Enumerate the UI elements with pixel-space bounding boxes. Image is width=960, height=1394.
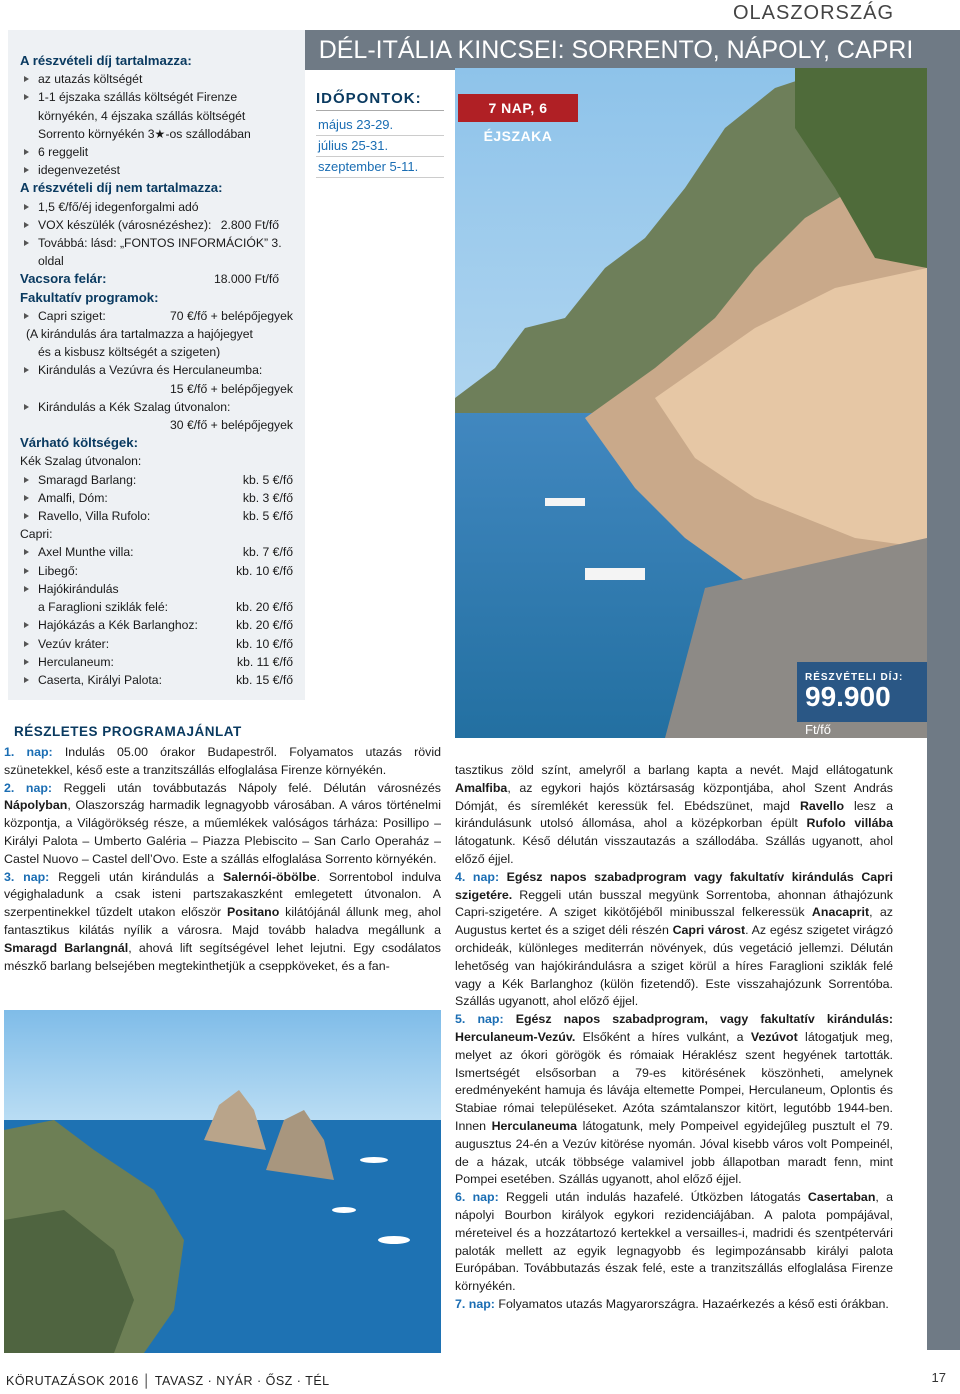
list-item-cont: környékén, 4 éjszaka szállás költségét [38,108,246,123]
list-item: Kirándulás a Kék Szalag útvonalon: [20,398,293,416]
page-title: DÉL-ITÁLIA KINCSEI: SORRENTO, NÁPOLY, CAPRI [305,30,927,70]
capri-faraglioni-photo [4,1010,441,1353]
note: (A kirándulás ára tartalmazza a hajójegyet [26,327,253,342]
date-item: szeptember 5-11. [316,157,444,178]
inclusion-box [8,30,305,700]
costs-sub: Kék Szalag útvonalon: [20,454,142,469]
dates-title: IDŐPONTOK: [316,90,444,111]
cost-row: a Faraglioni sziklák felé: kb. 20 €/fő [38,600,293,615]
cost-row: Libegő: kb. 10 €/fő [20,562,293,580]
price-label: RÉSZVÉTELI DÍJ: [805,672,904,683]
list-item-cont: Sorrento környékén 3★-os szállodában [38,126,251,141]
date-item: május 23-29. [316,115,444,136]
program-title: RÉSZLETES PROGRAMAJÁNLAT [14,724,242,739]
side-strip [927,30,960,1350]
cost-row: Hajókirándulás [20,580,293,598]
country-label: OLASZORSZÁG [732,2,894,24]
positano-photo [455,68,927,738]
footer-text: KÖRUTAZÁSOK 2016 │ TAVASZ · NYÁR · ŐSZ · TÉL [6,1374,330,1388]
list-item: idegenvezetést [20,161,293,179]
price-box [797,662,927,737]
program-col-right: tasztikus zöld színt, amelyről a barlang kapta a nevét. Majd ellátogatunk Amalfiba, az egykori hajós köztársaság központjába, ahol Szent András Dómját, és síremlékét keressük fel. Ebédszünet, majd Ravello lesz a kirándulásunk utolsó állomása, ahol a középkorban épült Rufolo villába látogatunk. Késő délután visszautazás a szállodába. Szállás ugyanott, ahol előző éjjel. 4. nap: Egész napos szabadprogram vagy fakultatív kirándulás Capri szigetére. Reggeli után busszal megyünk Sorrentoba, ahonnan áthajózunk Capri-szigetére. A sziget kikötőjéből minibusszal felkeressük Anacaprit, az Augustus kertet és a sziget déli részén Capri várost. Az egész szigetet virágzó orchideák, különleges mediterrán növények, dús vegetáció jellemzi. Délután lehetőség van hajókirándulásra a sziget körül a híres Faraglioni sziklák felé vagy a Kék Barlanghoz (külön fizetendő). Este visszahajózunk Sorrentóba. Szállás ugyanott, ahol előző éjjel. 5. nap: Egész napos szabadprogram, vagy fakultatív kirándulás: Herculaneum-Vezúv. Elsőként a híres vulkánt, a Vezúvot látogatjuk meg, melyet az ókori görögök és rómaiak Héraklész szent hegyének tartották. Ismertségét elsősorban a 79-es kitörésének köszönheti, amelynek eredményeként hamuja és lávája eltemette Pompei, Herculaneum, Oplontis és Stabiae római településeket. Azóta számtalanszor kitört, legutóbb 1944-ben. Innen Herculaneuma látogatunk, mely Pompeivel egyidejűleg pusztult el 79. augusztus 24-én a Vezúv kitörése nyomán. Jóval kisebb város volt Pompeinél, de a házak, utcák többsége valamivel jobb állapotban maradt fenn, mint Pompei esetében. Szállás ugyanott, ahol előző éjjel. 6. nap: Reggeli után indulás hazafelé. Útközben látogatás Casertaban, a nápolyi Bourbon királyok egykori rezidenciájában. A palota pompájával, méreteivel és a hozzátartozó kertekkel a versailles-i, madridi és szentpétervári paloták mellett az egyik legnagyobb és legimpozánsabb királyi palota Európában. Továbbutazás észak felé, este a tranzitszállás elfoglalása Firenze környékén. 7. nap: Folyamatos utazás Magyarországra. Hazaérkezés a késő esti órákban. [455,763,894,1311]
list-item: 6 reggelit [20,143,293,161]
dinner-row: Vacsora felár: 18.000 Ft/fő [20,271,279,287]
cost-row: Hajókázás a Kék Barlanghoz: kb. 20 €/fő [20,616,293,634]
cost-row: Ravello, Villa Rufolo: kb. 5 €/fő [20,507,293,525]
list-item: VOX készülék (városnézéshez): 2.800 Ft/fő [20,216,293,234]
page-number: 17 [931,1370,946,1385]
list-item: Capri sziget: 70 €/fő + belépőjegyek [20,307,293,325]
cost-row: Vezúv kráter: kb. 10 €/fő [20,635,293,653]
not-included-title: A részvételi díj nem tartalmazza: [20,180,223,196]
program-col-left: 1. nap: Indulás 05.00 órakor Budapestről. Folyamatos utazás rövid szünetekkel, késő este a tranzitszállás elfoglalása Firenze környékén. 2. nap: Reggeli után továbbutazás Nápoly felé. Délután városnézés Nápolyban, Olaszország harmadik legnagyobb városában. A város történelmi központja, a Világörökség része, a műemlékek valóságos tárháza: Posillipo – Királyi Palota – Umberto Galéria – Piazza Plebiscito – San Carlo Operaház – Castel Nuovo – Castel dell’Ovo. Este a szállás elfoglalása Sorrento környékén. 3. nap: Reggeli után kirándulás a Salernói-öbölbe. Sorrentobol indulva végighaladunk a csak isteni partszakaszként emlegetett útvonalon. A szerpentinekkel tűzdelt utakon először Positano kilátójánál állunk meg, ahol fantasztikus kilátás nyílik a városra. Majd tovább haladva megállunk a Smaragd Barlangnál, ahová lift segítségével lehet lejutni. Egy csodálatos mészkő barlang belsejében megtekinthetjük a cseppköveket, és a fan- [4,745,441,973]
cost-row: Smaragd Barlang: kb. 5 €/fő [20,471,293,489]
costs-title: Várható költségek: [20,435,138,451]
price-value: 99.900 Ft/fő [805,681,891,737]
note: és a kisbusz költségét a szigeten) [38,345,221,360]
included-title: A részvételi díj tartalmazza: [20,53,192,68]
date-item: július 25-31. [316,136,444,157]
duration-badge: 7 NAP, 6 ÉJSZAKA [458,94,578,122]
cost-row: Caserta, Királyi Palota: kb. 15 €/fő [20,671,293,689]
dates-box [316,90,444,178]
costs-sub: Capri: [20,527,53,542]
list-value: 30 €/fő + belépőjegyek [170,418,293,433]
list-item: Kirándulás a Vezúvra és Herculaneumba: [20,361,293,379]
cost-row: Axel Munthe villa: kb. 7 €/fő [20,543,293,561]
cost-row: Amalfi, Dóm: kb. 3 €/fő [20,489,293,507]
list-item: 1,5 €/fő/éj idegenforgalmi adó [20,198,293,216]
list-value: 15 €/fő + belépőjegyek [170,381,293,396]
list-item: az utazás költségét [20,70,293,88]
list-item: 1-1 éjszaka szállás költségét Firenze [20,88,293,106]
list-item: Továbbá: lásd: „FONTOS INFORMÁCIÓK” 3. oldal [20,234,293,270]
cost-row: Herculaneum: kb. 11 €/fő [20,653,293,671]
optional-title: Fakultatív programok: [20,289,159,305]
